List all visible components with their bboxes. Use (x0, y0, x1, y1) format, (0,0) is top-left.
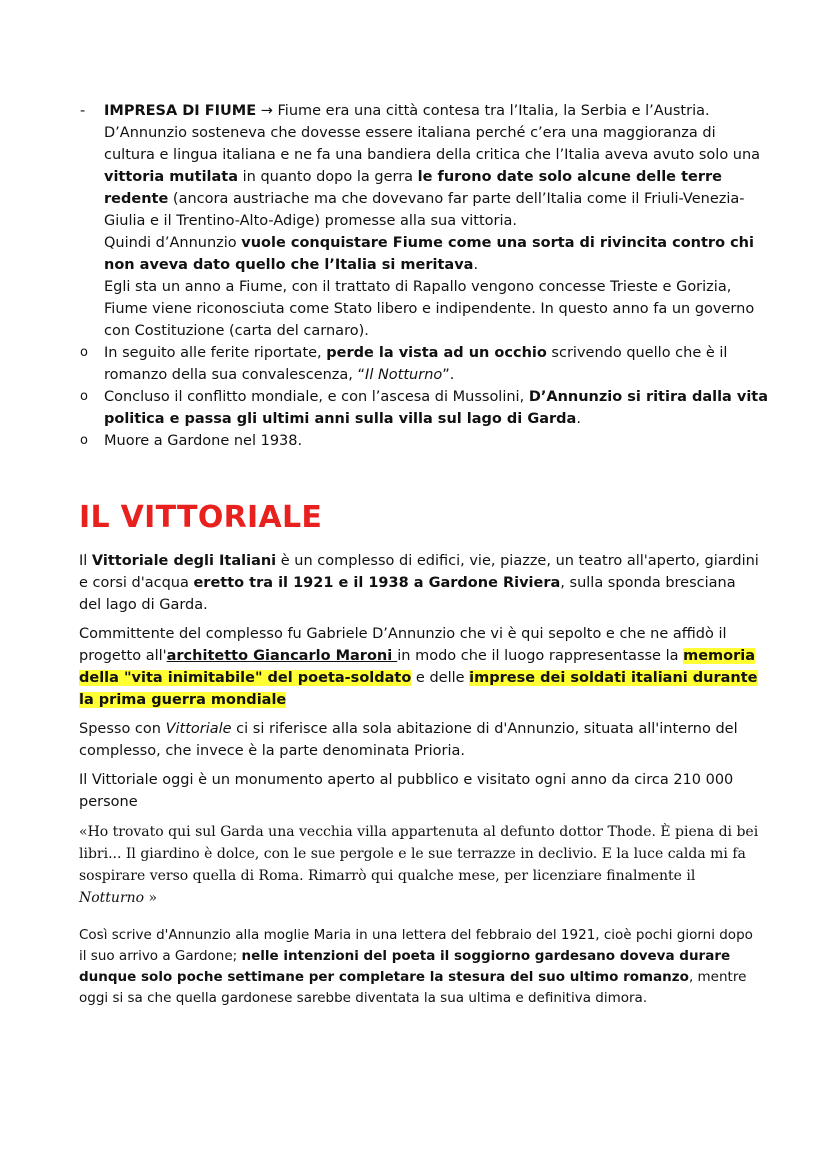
highlight-memoria: memoria della "vita inimitabile" del poeta-soldato (79, 648, 756, 686)
paragraph-intro: Il Vittoriale degli Italiani è un complesso di edifici, vie, piazze, un teatro all'aperto, giardini e corsi d'acqua eretto tra il 1921 e il 1938 a Gardone Riviera, sulla sponda bresciana del lago di Garda. (79, 553, 759, 613)
paragraph-visitatori: Il Vittoriale oggi è un monumento aperto al pubblico e visitato ogni anno da circa 210 000 persone (79, 772, 734, 810)
dash-bullet: - (80, 103, 86, 119)
list-item-paragraph: Quindi d’Annunzio vuole conquistare Fiume come una sorta di rivincita contro chi non aveva dato quello che l’Italia si meritava. (104, 235, 754, 273)
circle-bullet-icon: o (80, 389, 88, 404)
paragraph-lettera: Così scrive d'Annunzio alla moglie Maria in una lettera del febbraio del 1921, cioè pochi giorni dopo il suo arrivo a Gardone; nelle intenzioni del poeta il soggiorno gardesano doveva durare dunque solo poche settimane per completare la stesura del suo ultimo romanzo, mentre oggi si sa che quella gardonese sarebbe diventata la sua ultima e definitiva dimora. (79, 927, 753, 1006)
item-title: IMPRESA DI FIUME (104, 103, 257, 119)
list-item-vista: o In seguito alle ferite riportate, perde la vista ad un occhio scrivendo quello che è il romanzo della sua convalescenza, “Il Notturno”. (70, 342, 770, 386)
circle-bullet-icon: o (80, 433, 88, 448)
list-item-paragraph: IMPRESA DI FIUME → Fiume era una città contesa tra l’Italia, la Serbia e l’Austria. D’Annunzio sosteneva che dovesse essere italiana perché c’era una maggioranza di cultura e lingua italiana e ne fa una bandiera della critica che l’Italia aveva avuto solo una vittoria mutilata in quanto dopo la gerra le furono date solo alcune delle terre redente (ancora austriache ma che dovevano far parte dell’Italia come il Friuli-Venezia-Giulia e il Trentino-Alto-Adige) promesse alla sua vittoria. (104, 103, 761, 229)
highlight-imprese: imprese dei soldati italiani durante la prima guerra mondiale (79, 670, 758, 708)
list-item-ritiro: o Concluso il conflitto mondiale, e con l’ascesa di Mussolini, D’Annunzio si ritira dalla vita politica e passa gli ultimi anni sulla villa sul lago di Garda. (70, 386, 770, 430)
circle-bullet-icon: o (80, 345, 88, 360)
list-item-paragraph: Egli sta un anno a Fiume, con il trattato di Rapallo vengono concesse Trieste e Gorizia, Fiume viene riconosciuta come Stato libero e indipendente. In questo anno fa un governo con Costituzione (carta del carnaro). (104, 279, 755, 339)
quote: «Ho trovato qui sul Garda una vecchia villa appartenuta al defunto dottor Thode. È piena di bei libri... Il giardino è dolce, con le sue pergole e le sue terrazze in declivio. E la luce calda mi fa sospirare verso quella di Roma. Rimarrò qui qualche mese, per licenziare finalmente il Notturno » (79, 824, 759, 906)
biography-list (70, 100, 770, 452)
list-item-morte: o Muore a Gardone nel 1938. (70, 430, 770, 452)
paragraph-committente: Committente del complesso fu Gabriele D’Annunzio che vi è qui sepolto e che ne affidò il progetto all'architetto Giancarlo Maroni in modo che il luogo rappresentasse la memoria della "vita inimitabile" del poeta-soldato e delle imprese dei soldati italiani durante la prima guerra mondiale (79, 626, 758, 708)
vittoriale-section (79, 550, 759, 1016)
paragraph-prioria: Spesso con Vittoriale ci si riferisce alla sola abitazione di d'Annunzio, situata all'interno del complesso, che invece è la parte denominata Prioria. (79, 721, 738, 759)
arrow-icon: → (260, 103, 273, 119)
architect-link: architetto Giancarlo Maroni (166, 648, 398, 664)
list-item-impresa-di-fiume (70, 100, 770, 342)
section-heading: IL VITTORIALE (79, 500, 323, 535)
